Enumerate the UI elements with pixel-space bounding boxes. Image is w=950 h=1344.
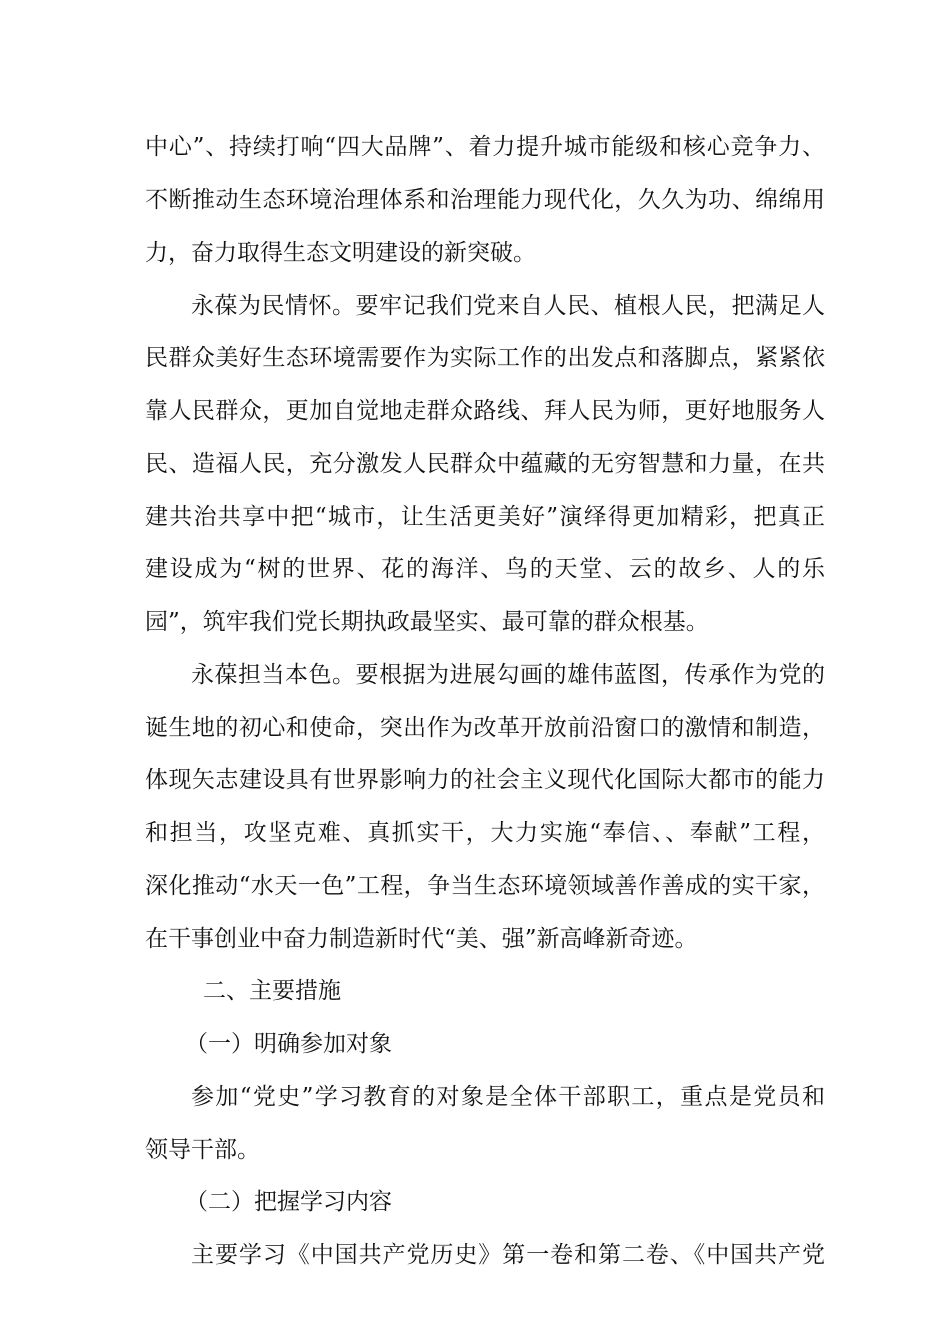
subsection-1-line-1: 参加“党史”学习教育的对象是全体干部职工，重点是党员和 (191, 1084, 825, 1110)
paragraph-2-line-3: 靠人民群众，更加自觉地走群众路线、拜人民为师，更好地服务人 (145, 398, 825, 424)
paragraph-3-line-4: 和担当，攻坚克难、真抓实干，大力实施“奉信、、奉献”工程， (145, 820, 825, 846)
paragraph-3-line-6: 在干事创业中奋力制造新时代“美、强”新高峰新奇迹。 (145, 926, 698, 952)
paragraph-2-line-4: 民、造福人民，充分激发人民群众中蕴藏的无穷智慧和力量，在共 (145, 451, 825, 477)
paragraph-3-line-1: 永葆担当本色。要根据为进展勾画的雄伟蓝图，传承作为党的 (191, 662, 825, 688)
paragraph-3-line-2: 诞生地的初心和使命，突出作为改革开放前沿窗口的激情和制造， (145, 715, 825, 741)
paragraph-2-line-5: 建共治共享中把“城市，让生活更美好”演绎得更加精彩，把真正 (145, 504, 825, 530)
section-heading: 二、主要措施 (203, 978, 341, 1004)
subsection-2-line-1: 主要学习《中国共产党历史》第一卷和第二卷、《中国共产党 (191, 1242, 825, 1268)
paragraph-1-line-2: 不断推动生态环境治理体系和治理能力现代化，久久为功、绵绵用 (145, 187, 825, 213)
paragraph-3-line-5: 深化推动“水天一色”工程，争当生态环境领域善作善成的实干家， (145, 873, 825, 899)
subsection-1-heading: （一）明确参加对象 (185, 1031, 392, 1057)
subsection-2-heading: （二）把握学习内容 (185, 1189, 392, 1215)
paragraph-2-line-6: 建设成为“树的世界、花的海洋、鸟的天堂、云的故乡、人的乐 (145, 556, 825, 582)
paragraph-3-line-3: 体现矢志建设具有世界影响力的社会主义现代化国际大都市的能力 (145, 767, 825, 793)
paragraph-1-line-3: 力，奋力取得生态文明建设的新突破。 (145, 240, 536, 266)
paragraph-2-line-1: 永葆为民情怀。要牢记我们党来自人民、植根人民，把满足人 (191, 293, 825, 319)
paragraph-1-line-1: 中心”、持续打响“四大品牌”、着力提升城市能级和核心竞争力、 (145, 134, 825, 160)
paragraph-2-line-2: 民群众美好生态环境需要作为实际工作的出发点和落脚点，紧紧依 (145, 345, 825, 371)
paragraph-2-line-7: 园”，筑牢我们党长期执政最坚实、最可靠的群众根基。 (145, 609, 709, 635)
subsection-1-line-2: 领导干部。 (145, 1137, 260, 1163)
